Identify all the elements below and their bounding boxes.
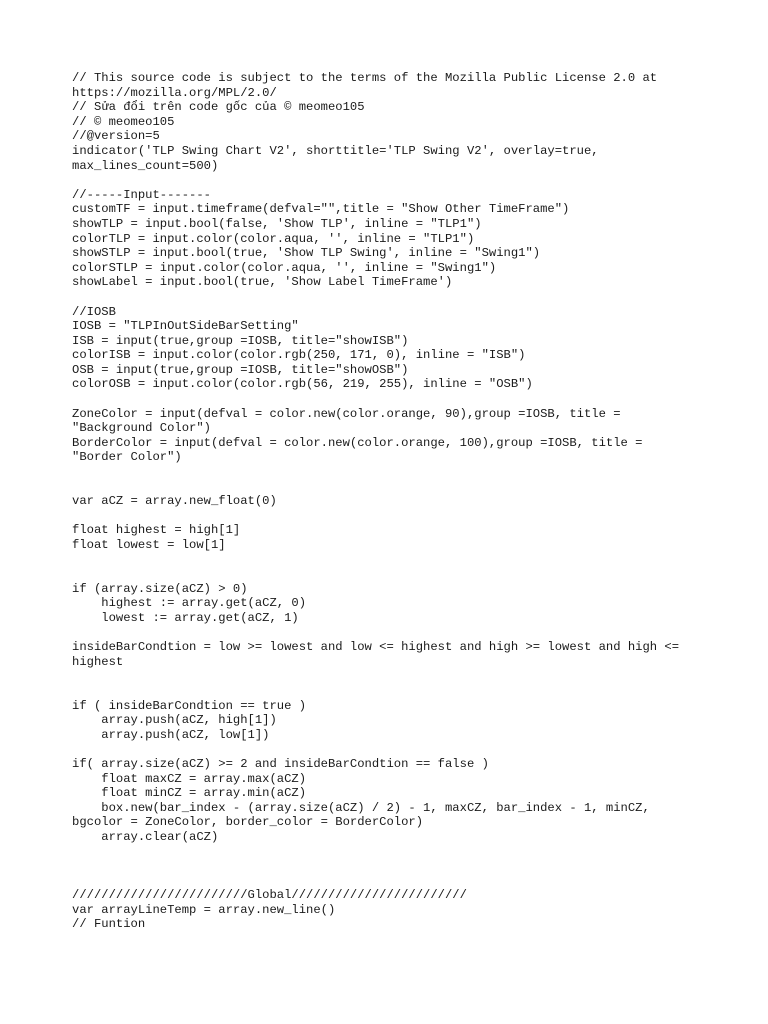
code-line: "Background Color") xyxy=(72,421,211,436)
code-line: insideBarCondtion = low >= lowest and low <= highest and high >= lowest and high <= xyxy=(72,640,680,655)
code-line xyxy=(72,465,712,480)
code-line xyxy=(72,173,712,188)
code-line: IOSB = "TLPInOutSideBarSetting" xyxy=(72,319,299,334)
code-line xyxy=(72,290,712,305)
code-line xyxy=(72,669,712,684)
code-line xyxy=(72,567,712,582)
code-line: float minCZ = array.min(aCZ) xyxy=(72,786,307,801)
code-line: BorderColor = input(defval = color.new(color.orange, 100),group =IOSB, title = xyxy=(72,435,643,450)
code-line: ISB = input(true,group =IOSB, title="showISB") xyxy=(72,333,409,348)
code-line: ZoneColor = input(defval = color.new(color.orange, 90),group =IOSB, title = xyxy=(72,406,621,421)
code-line: array.push(aCZ, low[1]) xyxy=(72,727,270,742)
code-line: if( array.size(aCZ) >= 2 and insideBarCondtion == false ) xyxy=(72,756,489,771)
code-line xyxy=(72,684,712,699)
code-line: https://mozilla.org/MPL/2.0/ xyxy=(72,85,277,100)
code-line xyxy=(72,480,712,495)
code-line: var aCZ = array.new_float(0) xyxy=(72,494,277,509)
code-line: float lowest = low[1] xyxy=(72,538,226,552)
code-line: showSTLP = input.bool(true, 'Show TLP Swing', inline = "Swing1") xyxy=(72,246,541,261)
code-line: if ( insideBarCondtion == true ) xyxy=(72,698,307,713)
code-line xyxy=(72,874,712,889)
code-line xyxy=(72,509,712,524)
code-line: colorSTLP = input.color(color.aqua, '', inline = "Swing1") xyxy=(72,260,497,275)
code-line: showTLP = input.bool(false, 'Show TLP', inline = "TLP1") xyxy=(72,216,482,231)
code-line: float maxCZ = array.max(aCZ) xyxy=(72,771,307,786)
code-line: OSB = input(true,group =IOSB, title="showOSB") xyxy=(72,362,409,377)
code-line: customTF = input.timeframe(defval="",title = "Show Other TimeFrame") xyxy=(72,202,570,217)
code-line: highest := array.get(aCZ, 0) xyxy=(72,596,307,611)
code-line xyxy=(72,553,712,568)
code-line: bgcolor = ZoneColor, border_color = BorderColor) xyxy=(72,815,424,830)
code-line: // This source code is subject to the terms of the Mozilla Public License 2.0 at xyxy=(72,71,658,85)
code-line: if (array.size(aCZ) > 0) xyxy=(72,581,248,596)
code-line xyxy=(72,859,712,874)
code-line: //IOSB xyxy=(72,304,116,319)
code-line: highest xyxy=(72,654,124,669)
code-line: "Border Color") xyxy=(72,450,182,465)
code-line: box.new(bar_index - (array.size(aCZ) / 2) - 1, maxCZ, bar_index - 1, minCZ, xyxy=(72,800,650,815)
source-code-block xyxy=(72,71,712,932)
code-line: array.push(aCZ, high[1]) xyxy=(72,713,277,728)
code-line: array.clear(aCZ) xyxy=(72,829,219,844)
code-line: //-----Input------- xyxy=(72,187,211,202)
code-line: //@version=5 xyxy=(72,129,160,144)
code-line xyxy=(72,844,712,859)
code-line: indicator('TLP Swing Chart V2', shorttitle='TLP Swing V2', overlay=true, xyxy=(72,143,599,158)
code-line xyxy=(72,626,712,641)
code-line: // © meomeo105 xyxy=(72,114,175,129)
code-line: colorISB = input.color(color.rgb(250, 171, 0), inline = "ISB") xyxy=(72,348,526,363)
code-line: ////////////////////////Global//////////////////////// xyxy=(72,888,467,903)
code-line: max_lines_count=500) xyxy=(72,158,219,173)
code-line: // Sửa đổi trên code gốc của © meomeo105 xyxy=(72,100,365,115)
code-line: float highest = high[1] xyxy=(72,523,241,538)
code-line xyxy=(72,742,712,757)
code-line: colorTLP = input.color(color.aqua, '', inline = "TLP1") xyxy=(72,231,475,246)
code-line: lowest := array.get(aCZ, 1) xyxy=(72,610,299,625)
code-line: // Funtion xyxy=(72,917,146,932)
code-line xyxy=(72,392,712,407)
code-line: colorOSB = input.color(color.rgb(56, 219, 255), inline = "OSB") xyxy=(72,377,533,392)
code-line: showLabel = input.bool(true, 'Show Label TimeFrame') xyxy=(72,275,453,290)
code-line: var arrayLineTemp = array.new_line() xyxy=(72,902,336,917)
